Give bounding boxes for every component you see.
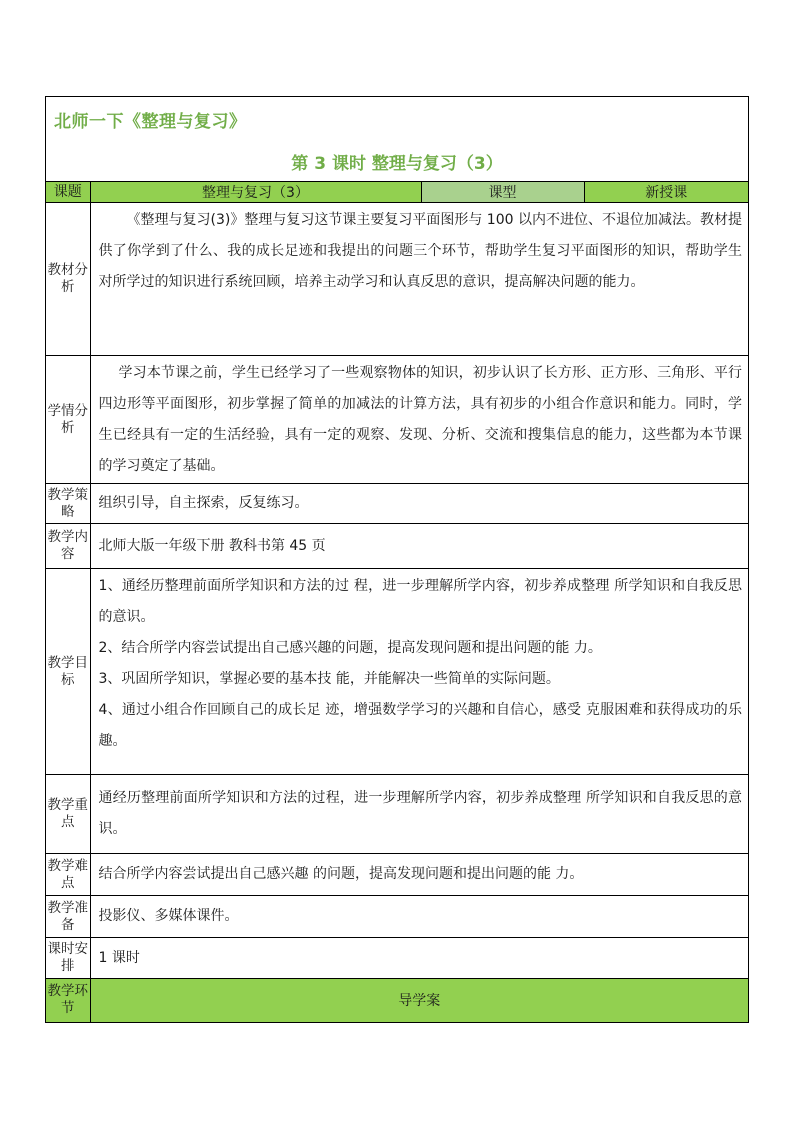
difficulties-label: 教学难点 — [46, 854, 90, 896]
lesson-plan-table — [46, 182, 748, 1022]
students-label: 学情分析 — [46, 356, 90, 484]
lesson-plan-sheet — [45, 96, 749, 1023]
preparation-text: 投影仪、多媒体课件。 — [90, 896, 748, 938]
preparation-row — [46, 896, 748, 938]
preparation-label: 教学准备 — [46, 896, 90, 938]
key-points-row — [46, 775, 748, 854]
goals-row — [46, 569, 748, 775]
goal-item: 3、巩固所学知识，掌握必要的基本技 能，并能解决一些简单的实际问题。 — [98, 671, 560, 687]
process-label: 教学环节 — [46, 979, 90, 1022]
document-title: 北师一下《整理与复习》 — [54, 112, 247, 132]
topic-label: 课题 — [46, 182, 90, 203]
topic-value: 整理与复习（3） — [90, 182, 421, 203]
schedule-label: 课时安排 — [46, 938, 90, 979]
strategy-row — [46, 484, 748, 524]
material-text: 《整理与复习(3)》整理与复习这节课主要复习平面图形与 100 以内不进位、不退位加减法。教材提供了你学到了什么、我的成长足迹和我提出的问题三个环节，帮助学生复习平面图形的知识，帮助学生对所学过的知识进行系统回顾，培养主动学习和认真反思的意识，提高解决问题的能力。 — [90, 203, 748, 356]
content-label: 教学内容 — [46, 524, 90, 569]
difficulties-text: 结合所学内容尝试提出自己感兴趣 的问题，提高发现问题和提出问题的能 力。 — [90, 854, 748, 896]
process-row — [46, 979, 748, 1022]
goal-item: 1、通经历整理前面所学知识和方法的过 程，进一步理解所学内容，初步养成整理 所学知识和自我反思的意识。 — [98, 578, 742, 625]
goals-list — [90, 569, 748, 775]
content-row — [46, 524, 748, 569]
goal-item: 2、结合所学内容尝试提出自己感兴趣的问题，提高发现问题和提出问题的能 力。 — [98, 640, 602, 656]
type-value: 新授课 — [584, 182, 748, 203]
material-label: 教材分析 — [46, 203, 90, 356]
goal-item: 4、通过小组合作回顾自己的成长足 迹，增强数学学习的兴趣和自信心，感受 克服困难和获得成功的乐趣。 — [98, 702, 742, 749]
schedule-text: 1 课时 — [90, 938, 748, 979]
difficulties-row — [46, 854, 748, 896]
process-guide: 导学案 — [90, 979, 748, 1022]
lesson-title: 第 3 课时 整理与复习（3） — [291, 154, 503, 174]
strategy-text: 组织引导，自主探索，反复练习。 — [90, 484, 748, 524]
header-block — [46, 97, 748, 182]
key-points-text: 通经历整理前面所学知识和方法的过程，进一步理解所学内容，初步养成整理 所学知识和自我反思的意识。 — [90, 775, 748, 854]
schedule-row — [46, 938, 748, 979]
students-row — [46, 356, 748, 484]
type-label: 课型 — [421, 182, 584, 203]
students-text: 学习本节课之前，学生已经学习了一些观察物体的知识，初步认识了长方形、正方形、三角形、平行四边形等平面图形，初步掌握了简单的加减法的计算方法，具有初步的小组合作意识和能力。同时，学生已经具有一定的生活经验，具有一定的观察、发现、分析、交流和搜集信息的能力，这些都为本节课的学习奠定了基础。 — [90, 356, 748, 484]
content-text: 北师大版一年级下册 教科书第 45 页 — [90, 524, 748, 569]
goals-label: 教学目标 — [46, 569, 90, 775]
topic-row — [46, 182, 748, 203]
material-row — [46, 203, 748, 356]
key-points-label: 教学重点 — [46, 775, 90, 854]
strategy-label: 教学策略 — [46, 484, 90, 524]
